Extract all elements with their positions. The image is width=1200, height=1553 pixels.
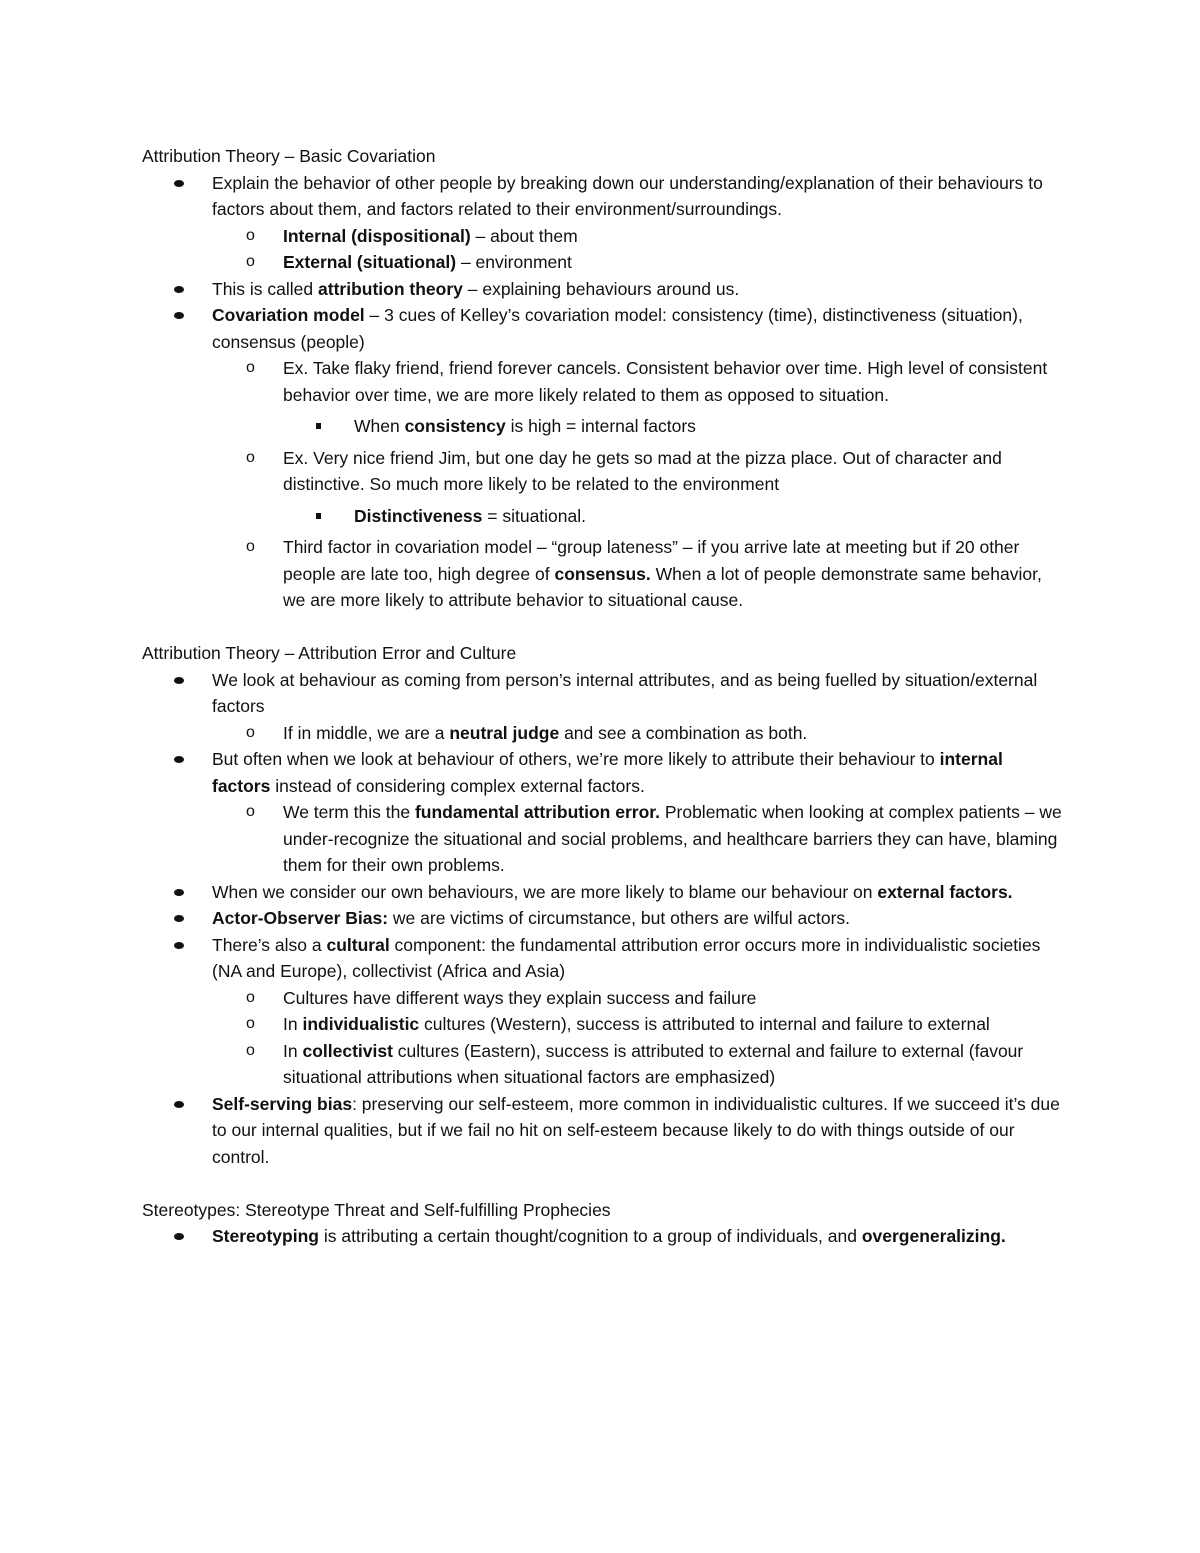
bold-text: Self-serving bias: [212, 1093, 353, 1114]
bold-text: Covariation model: [212, 305, 365, 325]
text-run: – environment: [456, 252, 572, 272]
bold-text: external factors.: [877, 881, 1013, 902]
text-run: Explain the behavior of other people by breaking down our understanding/explanation of their behaviours to factors about them, and factors related to their environment/surroundings.: [212, 172, 1043, 219]
text-run: – 3 cues of Kelley’s covariation model: consistency (time), distinctiveness (situation), consensus (people): [212, 305, 1023, 352]
section: [142, 1197, 1062, 1250]
bullet-item: [142, 170, 1062, 223]
text-run: cultures (Western), success is attributed to internal and failure to external: [419, 1014, 990, 1034]
filled-circle-bullet-icon: [174, 1101, 184, 1108]
bold-text: individualistic: [302, 1014, 420, 1034]
bold-text: External (situational): [283, 252, 457, 272]
bullet-item: [142, 1223, 1062, 1250]
sub-bullet-item: [142, 355, 1062, 408]
filled-circle-bullet-icon: [174, 180, 184, 187]
bold-text: consensus.: [554, 563, 651, 584]
section-heading: Attribution Theory – Basic Covariation: [142, 146, 436, 166]
hollow-o-bullet-icon: o: [246, 1041, 255, 1059]
sub-bullet-item: [142, 223, 1062, 250]
hollow-o-bullet-icon: o: [246, 723, 255, 741]
hollow-o-bullet-icon: o: [246, 538, 255, 555]
text-run: If in middle, we are a: [283, 722, 450, 743]
sub-bullet-item: [142, 445, 1062, 498]
bullet-item: [142, 932, 1062, 985]
bullet-item: [142, 879, 1062, 906]
section-heading: Stereotypes: Stereotype Threat and Self-fulfilling Prophecies: [142, 1199, 611, 1220]
square-bullet-icon: [316, 513, 321, 519]
hollow-o-bullet-icon: o: [246, 253, 255, 270]
sub-bullet-item: [142, 1011, 1062, 1038]
bold-text: Actor-Observer Bias:: [212, 908, 389, 928]
text-run: Cultures have different ways they explain success and failure: [283, 987, 757, 1008]
section-heading: Attribution Theory – Attribution Error and Culture: [142, 643, 517, 663]
text-run: We term this the: [283, 802, 415, 822]
text-run: is attributing a certain thought/cognition to a group of individuals, and: [318, 1226, 862, 1246]
hollow-o-bullet-icon: o: [246, 226, 255, 244]
text-run: When: [354, 416, 405, 436]
section: [142, 143, 1062, 614]
bold-text: consistency: [404, 416, 506, 436]
hollow-o-bullet-icon: o: [246, 803, 255, 820]
text-run: component: the fundamental attribution error occurs more in individualistic societies (NA and Europe), collectivist (Africa and Asia): [212, 934, 1041, 981]
bold-text: Internal (dispositional): [283, 225, 471, 246]
sub-bullet-item: [142, 534, 1062, 614]
text-run: In: [283, 1040, 303, 1061]
text-run: Third factor in covariation model – “group lateness” – if you arrive late at meeting but if 20 other people are late too, high degree of: [283, 537, 1020, 584]
bold-text: Distinctiveness: [354, 505, 483, 526]
text-run: We look at behaviour as coming from person’s internal attributes, and as being fuelled by situation/external factors: [212, 669, 1038, 716]
filled-circle-bullet-icon: [174, 286, 184, 293]
text-run: – about them: [470, 225, 578, 246]
bold-text: neutral judge: [449, 722, 560, 743]
text-run: = situational.: [482, 505, 586, 526]
bold-text: Stereotyping: [212, 1226, 319, 1246]
bullet-item: [142, 1091, 1062, 1171]
bullet-item: [142, 302, 1062, 355]
hollow-o-bullet-icon: o: [246, 988, 255, 1006]
hollow-o-bullet-icon: o: [246, 1015, 255, 1032]
text-run: instead of considering complex external factors.: [270, 775, 645, 796]
section: [142, 640, 1062, 1170]
text-run: Ex. Very nice friend Jim, but one day he gets so mad at the pizza place. Out of character and distinctive. So much more likely to be related to the environment: [283, 447, 1002, 494]
text-run: This is called: [212, 278, 319, 299]
text-run: When we consider our own behaviours, we are more likely to blame our behaviour on: [212, 881, 878, 902]
bullet-item: [142, 276, 1062, 303]
text-run: When a lot of people demonstrate same behavior, we are more likely to attribute behavior to situational cause.: [283, 563, 1042, 610]
filled-circle-bullet-icon: [174, 915, 184, 922]
filled-circle-bullet-icon: [174, 1233, 184, 1240]
filled-circle-bullet-icon: [174, 312, 184, 319]
filled-circle-bullet-icon: [174, 756, 184, 763]
square-bullet-icon: [316, 423, 321, 429]
filled-circle-bullet-icon: [174, 677, 184, 684]
bullet-item: [142, 905, 1062, 932]
text-run: But often when we look at behaviour of others, we’re more likely to attribute their behaviour to: [212, 749, 940, 769]
text-run: Problematic when looking at complex patients – we under-recognize the situational and social problems, and healthcare barriers they can have, blaming them for their own problems.: [283, 802, 1062, 875]
sub-bullet-item: [142, 1038, 1062, 1091]
bold-text: overgeneralizing.: [861, 1226, 1006, 1246]
text-run: we are victims of circumstance, but others are wilful actors.: [388, 908, 851, 928]
text-run: : preserving our self-esteem, more common in individualistic cultures. If we succeed it’s due to our internal qualities, but if we fail no hit on self-esteem because likely to do with things outside of our control.: [212, 1093, 1060, 1167]
bold-text: cultural: [326, 934, 390, 955]
text-run: There’s also a: [212, 934, 327, 955]
sub-bullet-item: [142, 985, 1062, 1012]
text-run: and see a combination as both.: [559, 722, 808, 743]
sub-bullet-item: [142, 249, 1062, 276]
text-run: is high = internal factors: [505, 416, 696, 436]
bold-text: collectivist: [302, 1040, 393, 1061]
sub-bullet-item: [142, 720, 1062, 747]
bold-text: attribution theory: [318, 278, 463, 299]
bullet-item: [142, 667, 1062, 720]
bullet-item: [142, 746, 1062, 799]
hollow-o-bullet-icon: o: [246, 448, 255, 466]
filled-circle-bullet-icon: [174, 942, 184, 949]
document-content: [142, 143, 1062, 1276]
text-run: Ex. Take flaky friend, friend forever cancels. Consistent behavior over time. High level of consistent behavior over time, we are more likely related to them as opposed to situation.: [283, 358, 1048, 405]
sub-bullet-item: [142, 799, 1062, 879]
sub-sub-bullet-item: [142, 503, 1062, 530]
sub-sub-bullet-item: [142, 413, 1062, 440]
text-run: cultures (Eastern), success is attributed to external and failure to external (favour situational attributions when situational factors are emphasized): [283, 1040, 1024, 1087]
text-run: – explaining behaviours around us.: [462, 278, 740, 299]
text-run: In: [283, 1014, 303, 1034]
bold-text: internal factors: [212, 749, 1003, 796]
hollow-o-bullet-icon: o: [246, 359, 255, 376]
bold-text: fundamental attribution error.: [414, 802, 660, 822]
filled-circle-bullet-icon: [174, 889, 184, 896]
